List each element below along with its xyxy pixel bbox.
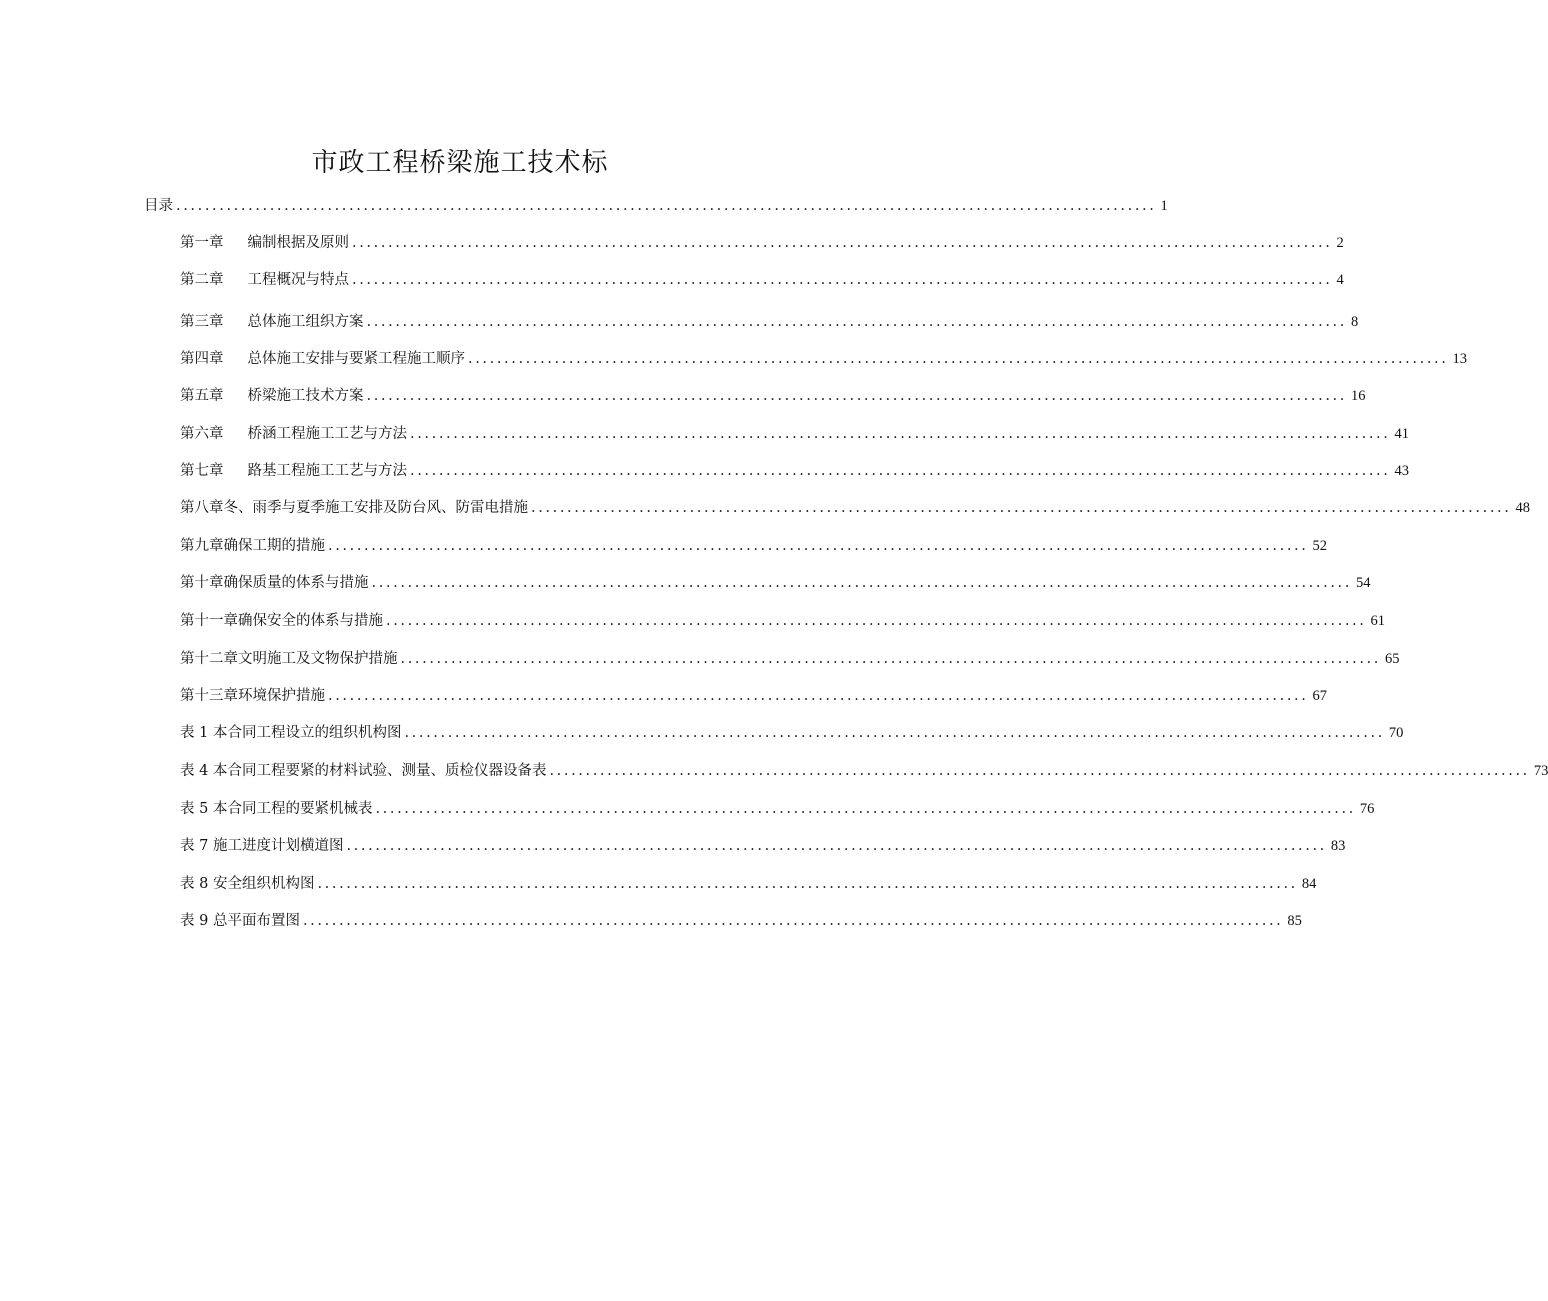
toc-entry-label: 第十三章环境保护措施	[180, 688, 325, 704]
toc-entry-label: 桥梁施工技术方案	[247, 388, 364, 404]
toc-page-number: 54	[1355, 575, 1371, 591]
toc-dot-leader: ........................................................................................................................................	[386, 613, 1367, 629]
toc-chapter-number: 第四章	[180, 351, 224, 367]
toc-chapter-number: 第三章	[180, 314, 224, 330]
toc-entry-label: 第十一章确保安全的体系与措施	[180, 613, 383, 629]
toc-page-number: 67	[1312, 688, 1327, 704]
document-title: 市政工程桥梁施工技术标	[311, 148, 609, 178]
toc-entry[interactable]	[180, 723, 1404, 743]
toc-entry-label: 编制根据及原则	[247, 235, 349, 251]
toc-entry-label: 表 8 安全组织机构图	[180, 876, 315, 892]
toc-page-number: 1	[1160, 198, 1168, 214]
toc-dot-leader: ........................................................................................................................................	[468, 351, 1449, 367]
toc-dot-leader: ........................................................................................................................................	[302, 913, 1284, 929]
toc-entry-label: 第十二章文明施工及文物保护措施	[180, 651, 398, 667]
toc-chapter-number: 第六章	[180, 426, 224, 442]
toc-dot-leader: ........................................................................................................................................	[352, 272, 1333, 288]
toc-dot-leader: ........................................................................................................................................	[328, 688, 1309, 704]
toc-entry[interactable]	[180, 233, 1344, 253]
toc-entry-label: 表 4 本合同工程要紧的材料试验、测量、质检仪器设备表	[180, 763, 547, 779]
toc-entry[interactable]	[180, 874, 1317, 894]
toc-entry[interactable]	[180, 836, 1346, 856]
toc-chapter-number: 第七章	[180, 463, 224, 479]
toc-page-number: 48	[1515, 500, 1530, 516]
toc-entry-label: 总体施工安排与要紧工程施工顺序	[247, 351, 465, 367]
toc-page-number: 16	[1350, 388, 1366, 404]
toc-dot-leader: ........................................................................................................................................	[366, 314, 1347, 330]
toc-dot-leader: ........................................................................................................................................	[328, 538, 1309, 554]
toc-entry-label: 工程概况与特点	[247, 272, 349, 288]
toc-dot-leader: ........................................................................................................................................	[317, 876, 1298, 892]
toc-entry[interactable]	[180, 611, 1385, 631]
toc-page-number: 4	[1336, 272, 1344, 288]
toc-page-number: 73	[1533, 763, 1548, 779]
toc-entry[interactable]	[180, 312, 1359, 332]
toc-entry-label: 目录	[144, 198, 173, 214]
toc-dot-leader: ........................................................................................................................................	[549, 763, 1530, 779]
toc-entry[interactable]	[180, 461, 1409, 481]
toc-page-number: 52	[1312, 538, 1327, 554]
toc-dot-leader: ........................................................................................................................................	[531, 500, 1512, 516]
toc-entry-label: 表 5 本合同工程的要紧机械表	[180, 801, 373, 817]
toc-entry-label: 桥涵工程施工工艺与方法	[247, 426, 407, 442]
toc-dot-leader: ........................................................................................................................................	[410, 426, 1391, 442]
toc-dot-leader: ........................................................................................................................................	[375, 801, 1356, 817]
toc-page-number: 2	[1336, 235, 1344, 251]
toc-chapter-number: 第二章	[180, 272, 224, 288]
toc-page-number: 13	[1452, 351, 1467, 367]
toc-entry[interactable]	[180, 270, 1344, 290]
toc-chapter-number: 第一章	[180, 235, 224, 251]
toc-entry-label: 表 7 施工进度计划横道图	[180, 838, 344, 854]
toc-dot-leader: ........................................................................................................................................	[366, 388, 1347, 404]
toc-entry[interactable]	[180, 799, 1375, 819]
toc-dot-leader: ........................................................................................................................................	[352, 235, 1333, 251]
toc-dot-leader: ........................................................................................................................................	[410, 463, 1391, 479]
toc-entry[interactable]	[180, 686, 1327, 706]
toc-entry-contents[interactable]	[144, 196, 1168, 216]
toc-entry[interactable]	[180, 386, 1366, 406]
toc-dot-leader: ........................................................................................................................................	[346, 838, 1327, 854]
toc-dot-leader: ........................................................................................................................................	[404, 725, 1385, 741]
toc-page-number: 41	[1394, 426, 1409, 442]
toc-entry-label: 第八章冬、雨季与夏季施工安排及防台风、防雷电措施	[180, 500, 528, 516]
toc-entry[interactable]	[180, 911, 1302, 931]
toc-entry-label: 第九章确保工期的措施	[180, 538, 325, 554]
toc-entry[interactable]	[180, 498, 1530, 518]
toc-page-number: 76	[1359, 801, 1375, 817]
toc-entry[interactable]	[180, 649, 1400, 669]
toc-page-number: 83	[1330, 838, 1346, 854]
toc-page-number: 61	[1370, 613, 1385, 629]
toc-page-number: 84	[1301, 876, 1317, 892]
toc-entry-label: 总体施工组织方案	[247, 314, 364, 330]
toc-page-number: 8	[1350, 314, 1359, 330]
toc-dot-leader: ........................................................................................................................................	[400, 651, 1381, 667]
toc-entry[interactable]	[180, 573, 1371, 593]
toc-entry[interactable]	[180, 536, 1327, 556]
toc-entry[interactable]	[180, 424, 1409, 444]
toc-dot-leader: ........................................................................................................................................	[371, 575, 1352, 591]
toc-page-number: 43	[1394, 463, 1409, 479]
toc-chapter-number: 第五章	[180, 388, 224, 404]
toc-entry[interactable]	[180, 761, 1548, 781]
toc-page-number: 65	[1384, 651, 1400, 667]
toc-entry[interactable]	[180, 349, 1467, 369]
toc-entry-label: 表 9 总平面布置图	[180, 913, 300, 929]
toc-page-number: 70	[1388, 725, 1404, 741]
toc-dot-leader: ........................................................................................................................................	[176, 198, 1157, 214]
toc-entry-label: 表 1 本合同工程设立的组织机构图	[180, 725, 402, 741]
toc-page-number: 85	[1287, 913, 1302, 929]
toc-entry-label: 第十章确保质量的体系与措施	[180, 575, 369, 591]
toc-entry-label: 路基工程施工工艺与方法	[247, 463, 407, 479]
